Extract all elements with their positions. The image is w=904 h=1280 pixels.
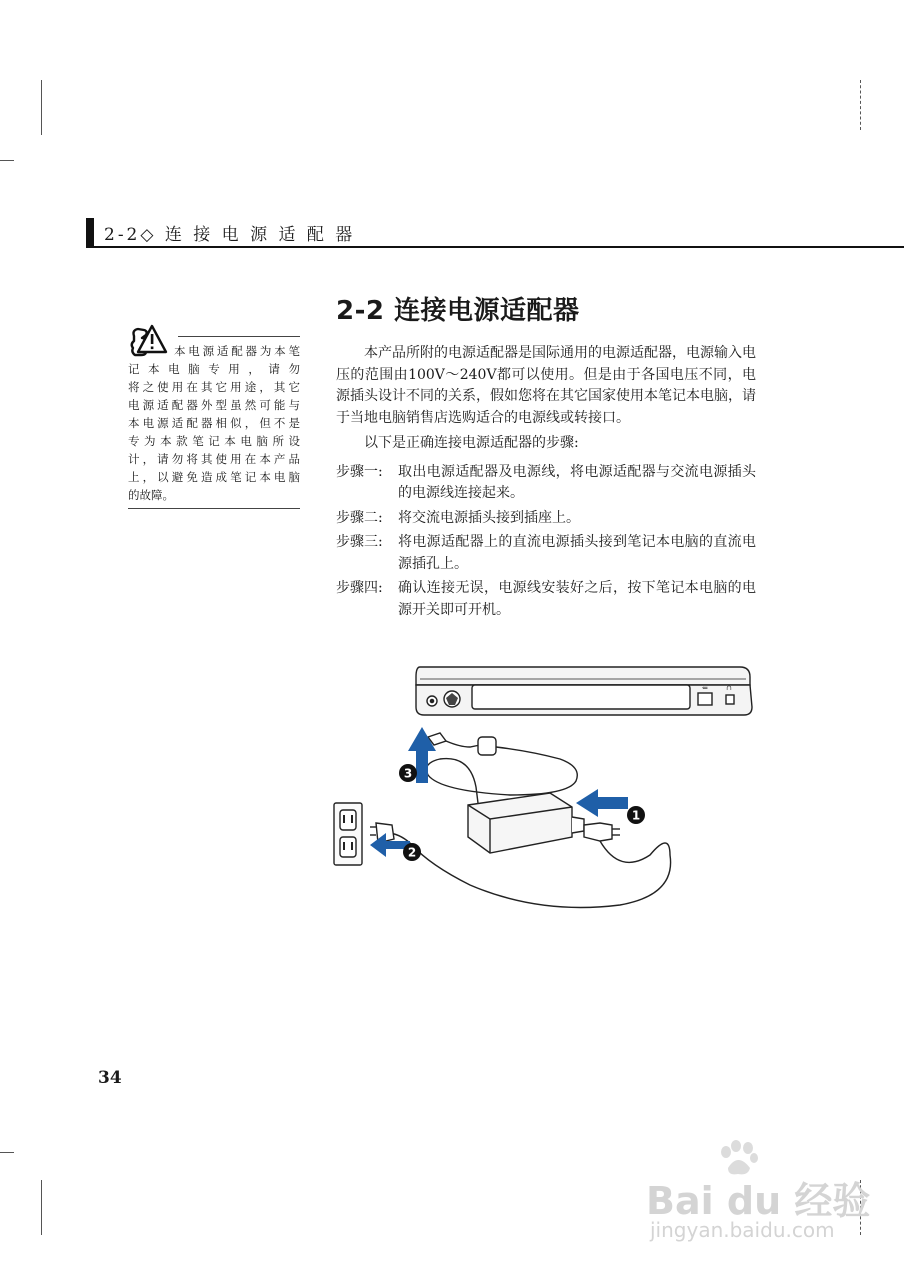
note-line: 电源适配器外型虽然可能与: [128, 398, 300, 412]
step-list: [336, 462, 756, 622]
steps-intro: 以下是正确连接电源适配器的步骤:: [364, 435, 579, 451]
note-line: 本电源适配器为本笔: [174, 344, 300, 358]
crop-mark: [41, 1180, 42, 1235]
note-line: 上，以避免造成笔记本电脑: [128, 470, 300, 484]
note-line: 专为本款笔记本电脑所设: [128, 434, 300, 448]
wall-outlet-illustration: [334, 803, 362, 865]
note-line: 的故障。: [128, 488, 174, 502]
marker-1: 1: [631, 808, 641, 823]
step-item: [336, 532, 756, 575]
intro-paragraph: 本产品所附的电源适配器是国际通用的电源适配器，电源输入电压的范围由100V～240V都可以使用。但是由于各国电压不同，电源插头设计不同的关系，假如您将在其它国家使用本笔记本电脑，请于当地电脑销售店选购适合的电源线或转接口。: [336, 345, 756, 426]
step-label: 步骤三:: [336, 534, 383, 550]
running-header: 2-2◇ 连 接 电 源 适 配 器: [104, 225, 356, 245]
step-text: 将电源适配器上的直流电源插头接到笔记本电脑的直流电源插孔上。: [398, 534, 756, 572]
warning-hand-icon: [128, 322, 170, 362]
note-line: 计，请勿将其使用在本产品: [128, 452, 300, 466]
note-line: 本电源适配器相似，但不是: [128, 416, 300, 430]
step-text: 将交流电源插头接到插座上。: [398, 509, 580, 526]
watermark: [640, 1140, 880, 1250]
side-note-body: [128, 360, 300, 504]
body-text: [336, 343, 756, 624]
crop-mark: [0, 1152, 14, 1153]
laptop-rear-illustration: [416, 667, 752, 715]
marker-2: 2: [407, 845, 417, 860]
svg-text:⇐: ⇐: [702, 684, 708, 692]
crop-mark: [41, 80, 42, 135]
note-rule: [178, 336, 300, 337]
adapter-brick-illustration: [468, 793, 584, 853]
step-label: 步骤二:: [336, 509, 383, 526]
crop-mark: [860, 80, 861, 130]
step-item: [336, 462, 756, 505]
page-number: 34: [98, 1068, 122, 1088]
header-bar: [86, 218, 94, 246]
adapter-connection-illustration: [320, 655, 760, 925]
step-text: 确认连接无误，电源线安装好之后，按下笔记本电脑的电源开关即可开机。: [398, 580, 756, 618]
dc-cable-illustration: [427, 733, 578, 803]
header-rule: [86, 246, 904, 248]
note-line: 记本电脑专用，请勿: [128, 362, 300, 376]
step-label: 步骤四:: [336, 580, 383, 596]
note-line: 将之使用在其它用途，其它: [128, 380, 300, 394]
watermark-url: jingyan.baidu.com: [650, 1218, 835, 1242]
marker-3: 3: [403, 766, 413, 781]
note-rule: [128, 508, 300, 509]
step-item: [336, 578, 756, 621]
crop-mark: [0, 160, 14, 161]
svg-text:∩: ∩: [726, 684, 732, 692]
step-text: 取出电源适配器及电源线，将电源适配器与交流电源插头的电源线连接起来。: [398, 463, 756, 501]
section-title: 2-2 连接电源适配器: [336, 296, 580, 326]
step-item: [336, 508, 756, 530]
side-note: [174, 342, 300, 360]
watermark-brand: Bai du 经验: [646, 1179, 871, 1223]
step-label: 步骤一:: [336, 463, 383, 480]
